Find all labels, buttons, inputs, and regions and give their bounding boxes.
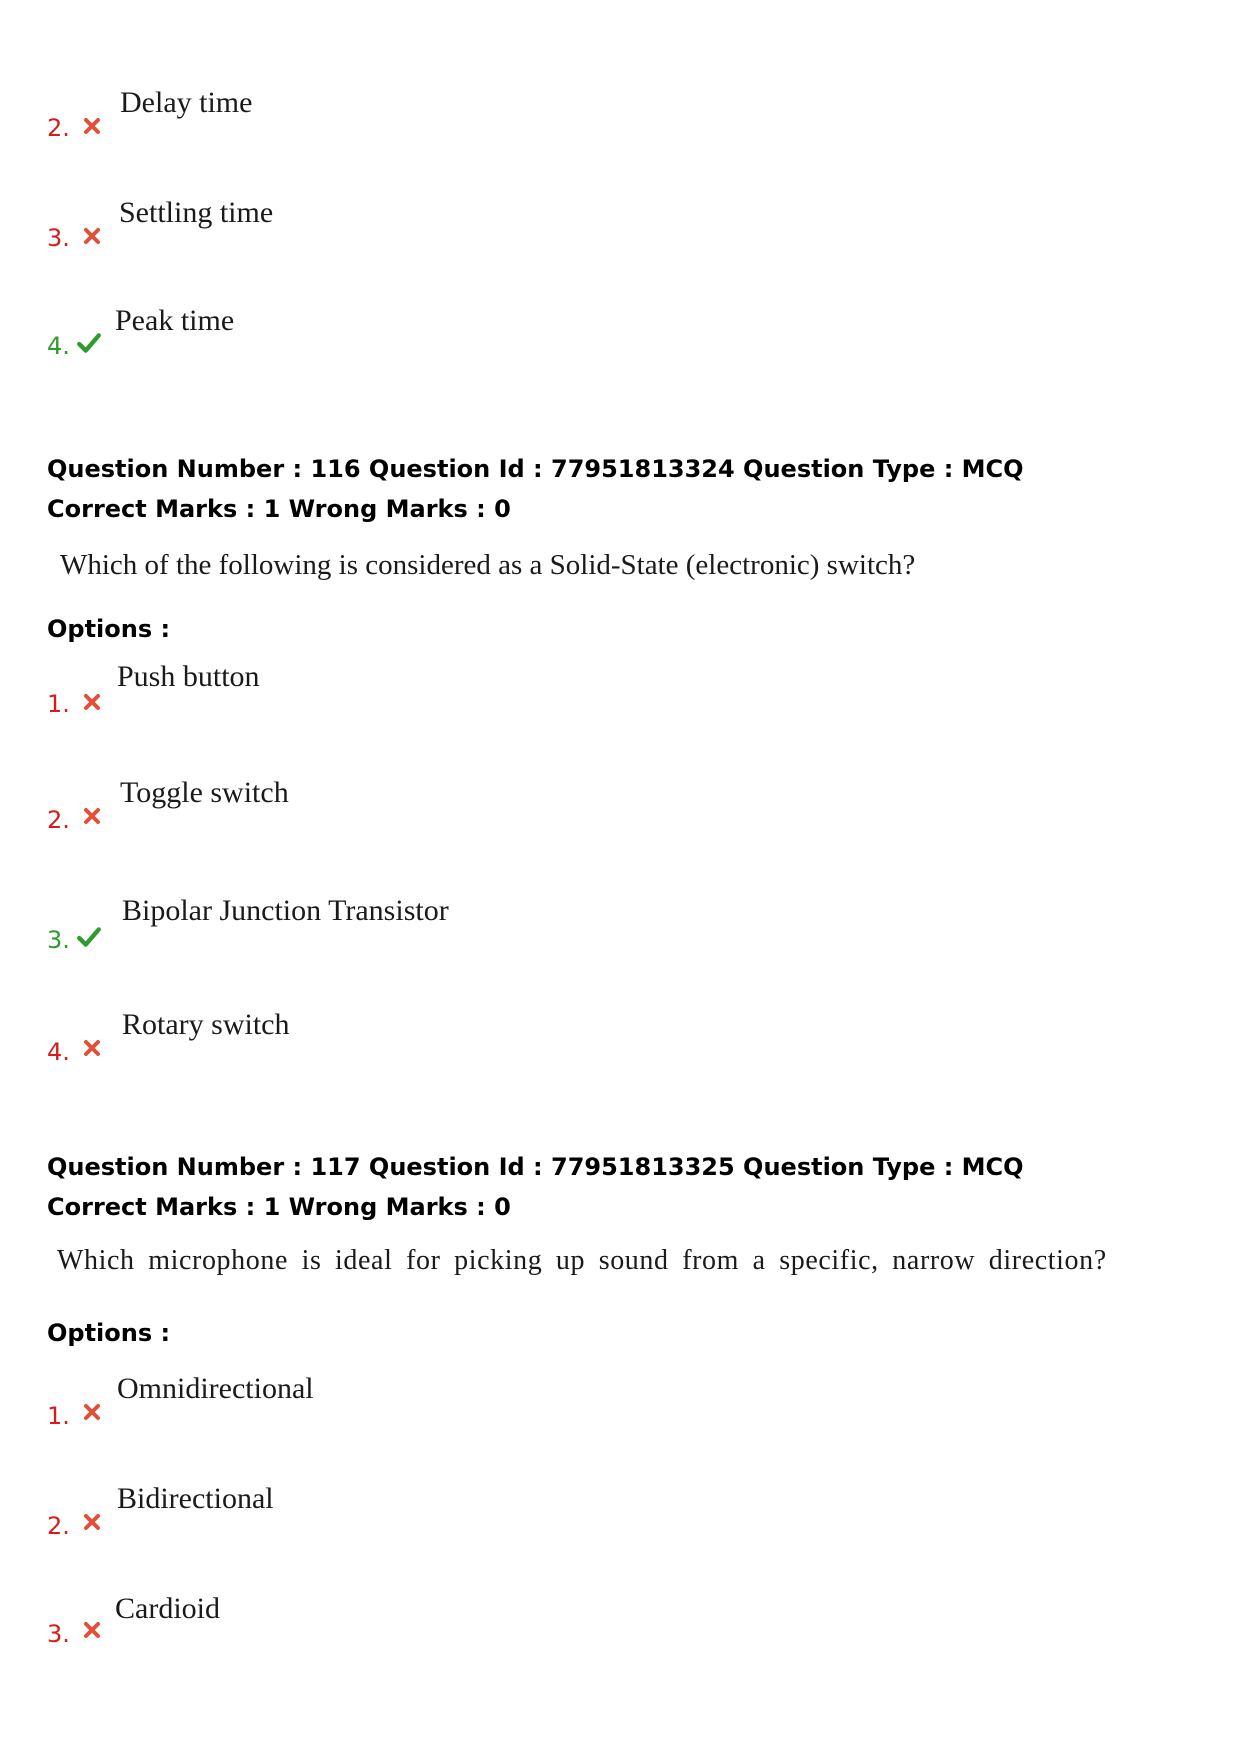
option-text: Delay time xyxy=(120,86,253,119)
option-text: Peak time xyxy=(115,304,235,337)
cross-mark-icon xyxy=(80,690,104,714)
option-row xyxy=(0,660,1240,726)
option-row xyxy=(0,196,1240,260)
option-text: Omnidirectional xyxy=(117,1372,314,1405)
cross-mark-icon xyxy=(80,224,104,248)
cross-mark-icon xyxy=(80,1510,104,1534)
option-text: Toggle switch xyxy=(120,776,289,809)
option-number: 3. xyxy=(47,224,70,252)
marks-line-116: Correct Marks : 1 Wrong Marks : 0 xyxy=(47,495,511,523)
option-row xyxy=(0,1008,1240,1074)
option-number: 1. xyxy=(47,1402,70,1430)
option-number: 3. xyxy=(47,926,70,954)
question-text-116: Which of the following is considered as a Solid-State (electronic) switch? xyxy=(60,549,916,581)
option-text: Rotary switch xyxy=(122,1008,290,1041)
cross-mark-icon xyxy=(80,1400,104,1424)
question-header-116: Question Number : 116 Question Id : 77951813324 Question Type : MCQ xyxy=(47,455,1024,483)
option-text: Cardioid xyxy=(115,1592,220,1625)
option-row xyxy=(0,304,1240,368)
option-text: Bipolar Junction Transistor xyxy=(122,894,449,927)
option-text: Settling time xyxy=(119,196,274,229)
option-number: 2. xyxy=(47,806,70,834)
cross-mark-icon xyxy=(80,1618,104,1642)
check-mark-icon xyxy=(76,330,102,356)
option-row xyxy=(0,86,1240,150)
cross-mark-icon xyxy=(80,804,104,828)
option-row xyxy=(0,776,1240,842)
option-text: Bidirectional xyxy=(117,1482,274,1515)
option-row xyxy=(0,1482,1240,1548)
option-row xyxy=(0,894,1240,962)
marks-line-117: Correct Marks : 1 Wrong Marks : 0 xyxy=(47,1193,511,1221)
cross-mark-icon xyxy=(80,1036,104,1060)
option-row xyxy=(0,1592,1240,1656)
option-number: 2. xyxy=(47,1512,70,1540)
question-header-117: Question Number : 117 Question Id : 77951813325 Question Type : MCQ xyxy=(47,1153,1024,1181)
options-label-116: Options : xyxy=(47,615,171,643)
option-number: 4. xyxy=(47,332,70,360)
options-label-117: Options : xyxy=(47,1319,171,1347)
option-number: 4. xyxy=(47,1038,70,1066)
check-mark-icon xyxy=(76,924,102,950)
question-text-117: Which microphone is ideal for picking up sound from a specific, narrow direction? xyxy=(57,1245,1107,1276)
option-row xyxy=(0,1372,1240,1438)
option-text: Push button xyxy=(117,660,260,693)
cross-mark-icon xyxy=(80,114,104,138)
option-number: 2. xyxy=(47,114,70,142)
option-number: 1. xyxy=(47,690,70,718)
option-number: 3. xyxy=(47,1620,70,1648)
